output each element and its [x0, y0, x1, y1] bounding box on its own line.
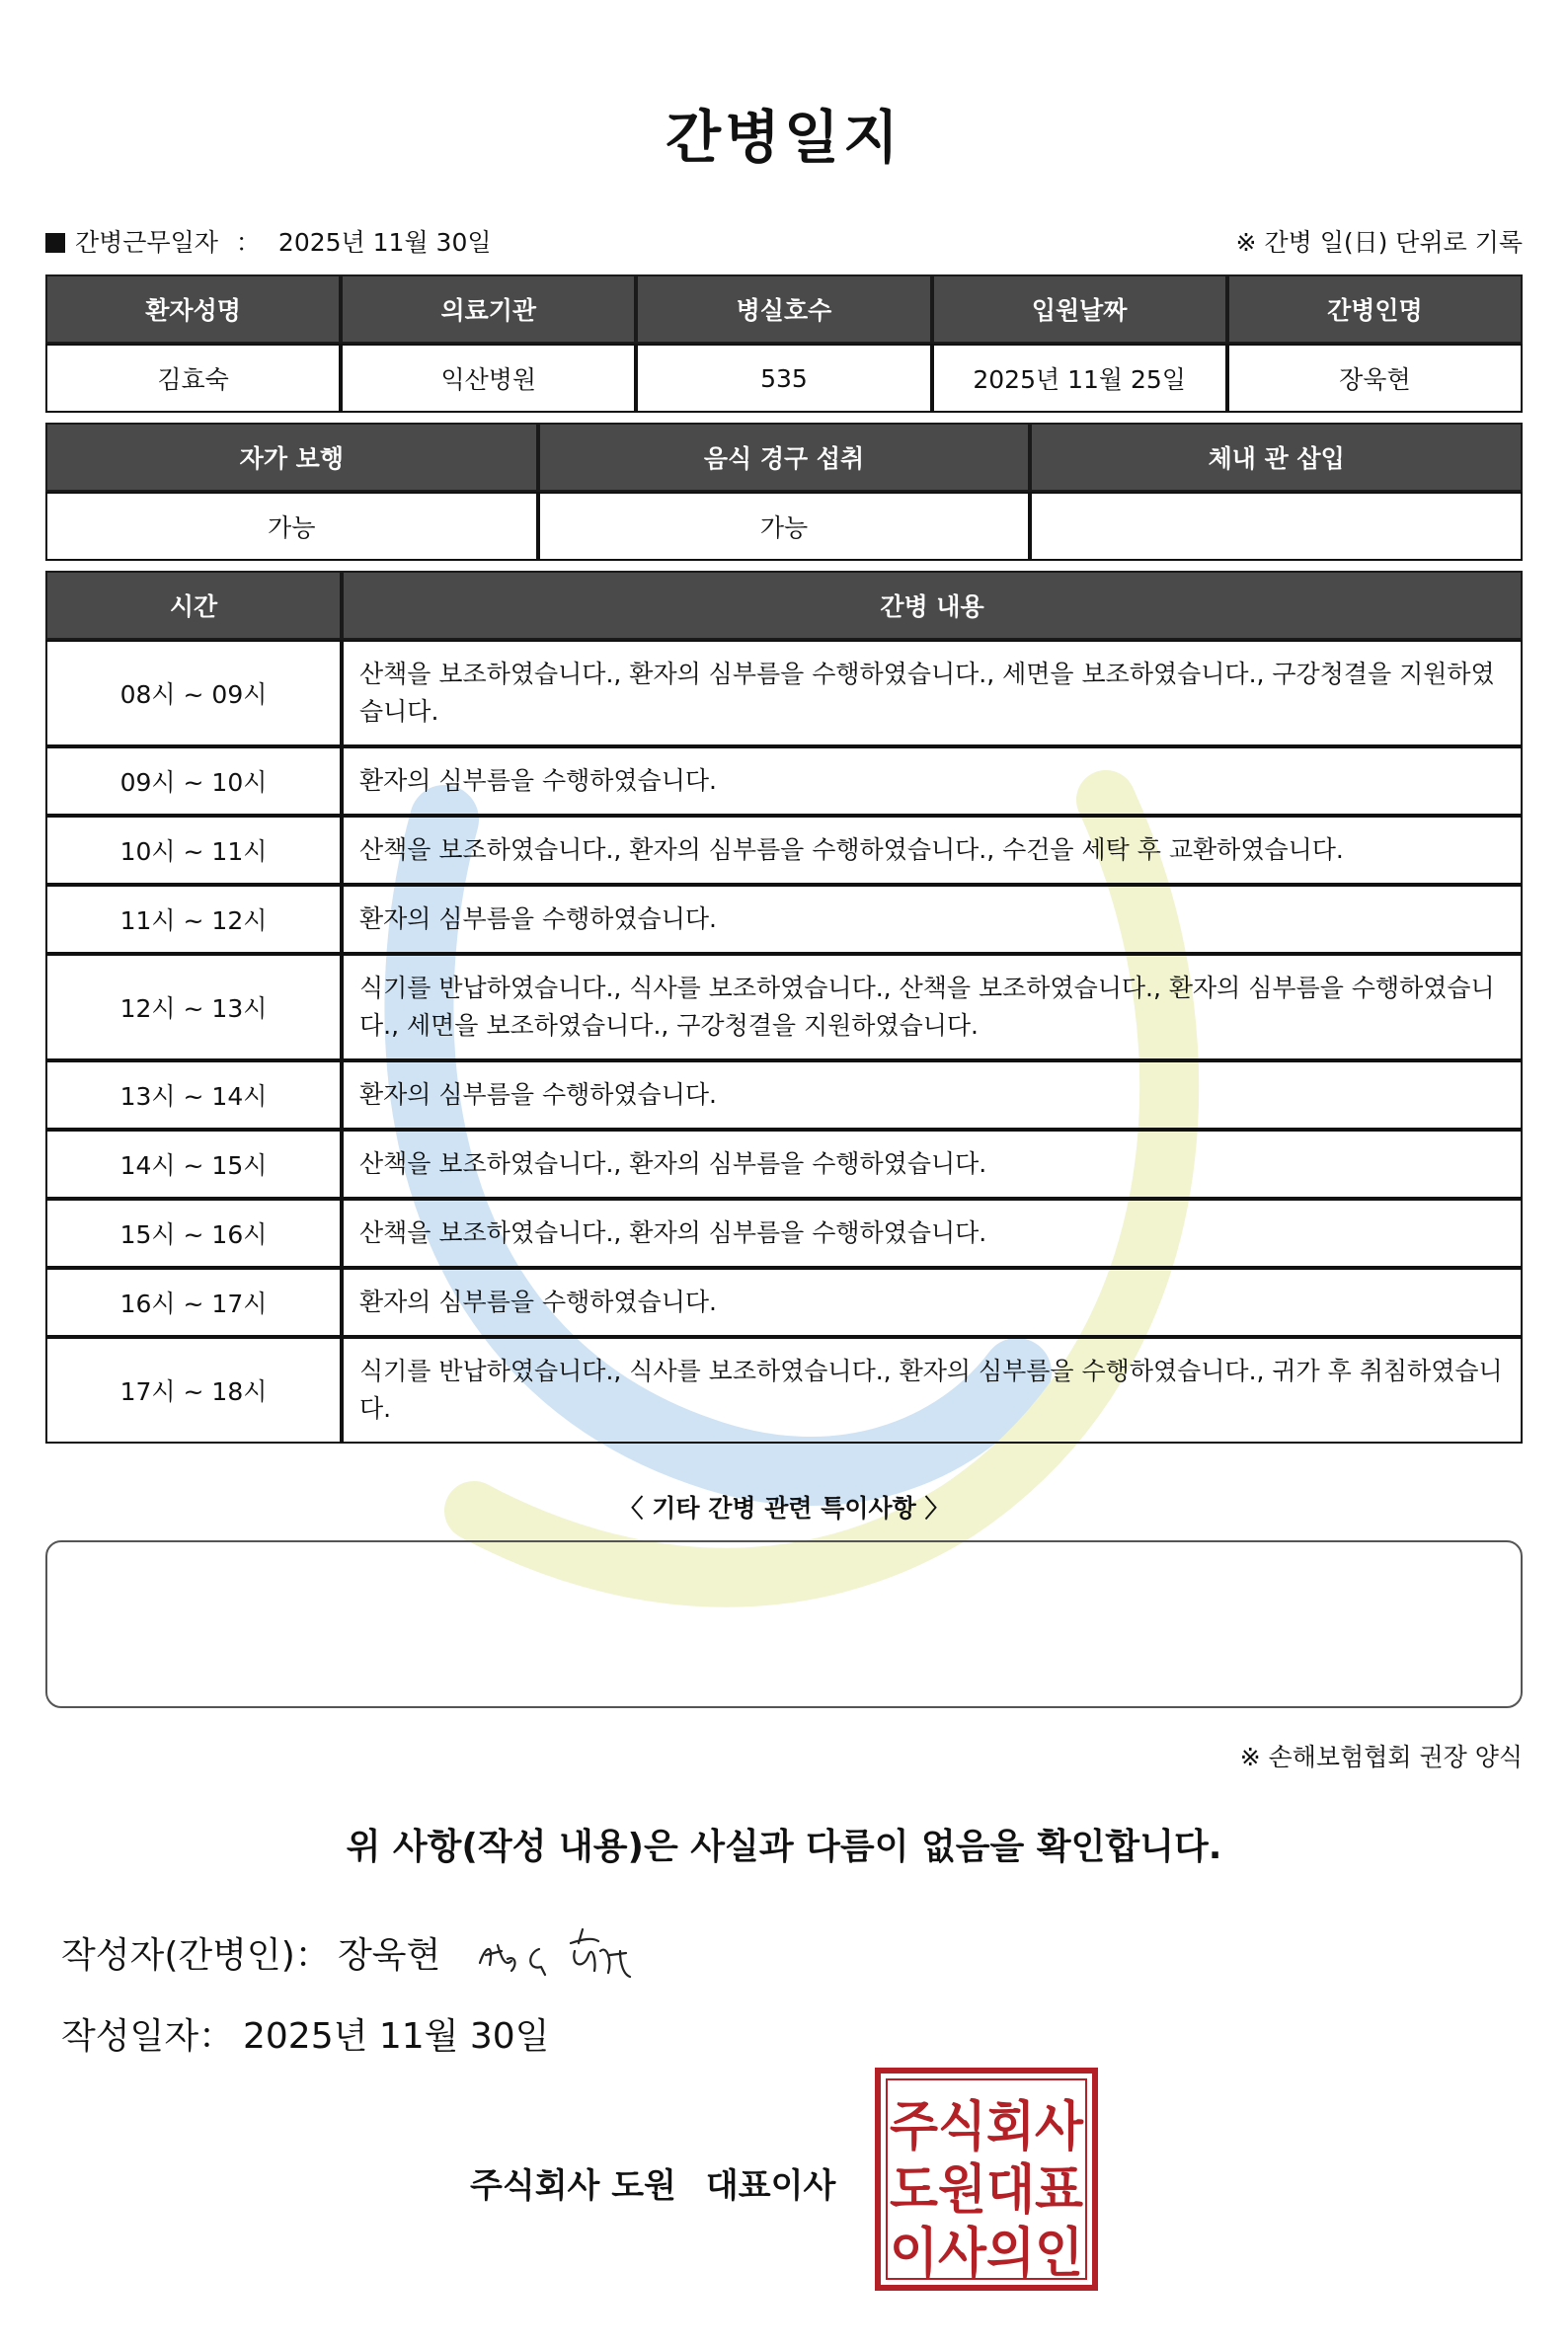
header-oral-intake: 음식 경구 섭취 [538, 423, 1031, 492]
log-time: 09시 ~ 10시 [45, 746, 342, 816]
work-date-line [45, 223, 1523, 259]
header-admission-date: 입원날짜 [932, 274, 1227, 344]
write-date-label: 작성일자： [61, 2016, 235, 2057]
caregiver-name: 장욱현 [1227, 344, 1523, 413]
log-content: 식기를 반납하였습니다., 식사를 보조하였습니다., 환자의 심부름을 수행하였습니다., 귀가 후 취침하였습니다. [342, 1337, 1523, 1444]
header-time: 시간 [45, 571, 342, 640]
table-row [45, 1130, 1523, 1199]
header-self-walking: 자가 보행 [45, 423, 538, 492]
table-header-row [45, 423, 1523, 492]
work-date [45, 223, 492, 259]
header-care-content: 간병 내용 [342, 571, 1523, 640]
table-row [45, 746, 1523, 816]
work-date-value: 2025년 11월 30일 [277, 228, 492, 257]
confirmation-statement: 위 사항(작성 내용)은 사실과 다름이 없음을 확인합니다. [346, 1827, 1222, 1867]
special-notes-box [45, 1540, 1523, 1708]
header-room-number: 병실호수 [636, 274, 931, 344]
company-seal [875, 2068, 1098, 2291]
log-content: 산책을 보조하였습니다., 환자의 심부름을 수행하였습니다. [342, 1130, 1523, 1199]
hospital: 익산병원 [341, 344, 636, 413]
writer-name: 장욱현 [338, 1935, 441, 1976]
special-notes-title: 〈 기타 간병 관련 특이사항 〉 [618, 1494, 950, 1523]
log-content: 산책을 보조하였습니다., 환자의 심부름을 수행하였습니다., 수건을 세탁 후 교환하였습니다. [342, 816, 1523, 885]
log-time: 14시 ~ 15시 [45, 1130, 342, 1199]
log-content: 식기를 반납하였습니다., 식사를 보조하였습니다., 산책을 보조하였습니다., 환자의 심부름을 수행하였습니다., 세면을 보조하였습니다., 구강청결을 지원하였습니다. [342, 954, 1523, 1060]
seal-line-2: 도원대표 [890, 2158, 1083, 2221]
record-unit-note: ※ 간병 일(日) 단위로 기록 [1235, 228, 1523, 257]
square-bullet-icon [45, 233, 65, 253]
patient-info-table [45, 274, 1523, 413]
care-log-table [45, 571, 1523, 1444]
table-row [45, 1060, 1523, 1130]
patient-status-table [45, 423, 1523, 561]
log-time: 11시 ~ 12시 [45, 885, 342, 954]
work-date-label: 간병근무일자 [75, 228, 218, 257]
header-caregiver-name: 간병인명 [1227, 274, 1523, 344]
write-date-line [61, 2008, 549, 2059]
log-content: 산책을 보조하였습니다., 환자의 심부름을 수행하였습니다., 세면을 보조하였습니다., 구강청결을 지원하였습니다. [342, 640, 1523, 746]
table-header-row [45, 571, 1523, 640]
work-date-separator: ： [235, 228, 261, 257]
table-row [45, 885, 1523, 954]
table-row [45, 492, 1523, 561]
header-hospital: 의료기관 [341, 274, 636, 344]
log-content: 환자의 심부름을 수행하였습니다. [342, 746, 1523, 816]
writer-line [61, 1927, 440, 1978]
admission-date: 2025년 11월 25일 [932, 344, 1227, 413]
write-date-value: 2025년 11월 30일 [243, 2016, 550, 2057]
log-content: 환자의 심부름을 수행하였습니다. [342, 1060, 1523, 1130]
log-content: 환자의 심부름을 수행하였습니다. [342, 885, 1523, 954]
log-time: 10시 ~ 11시 [45, 816, 342, 885]
log-time: 15시 ~ 16시 [45, 1199, 342, 1268]
table-header-row [45, 274, 1523, 344]
log-time: 17시 ~ 18시 [45, 1337, 342, 1444]
log-time: 13시 ~ 14시 [45, 1060, 342, 1130]
writer-label: 작성자(간병인)： [61, 1935, 331, 1976]
table-row [45, 344, 1523, 413]
log-content: 환자의 심부름을 수행하였습니다. [342, 1268, 1523, 1337]
log-time: 12시 ~ 13시 [45, 954, 342, 1060]
table-row [45, 1337, 1523, 1444]
table-row [45, 954, 1523, 1060]
oral-intake: 가능 [538, 492, 1031, 561]
log-time: 16시 ~ 17시 [45, 1268, 342, 1337]
patient-name: 김효숙 [45, 344, 341, 413]
seal-line-3: 이사의인 [890, 2222, 1083, 2284]
company-role: 대표이사 [705, 2166, 836, 2206]
self-walking: 가능 [45, 492, 538, 561]
table-row [45, 640, 1523, 746]
association-form-note: ※ 손해보험협회 권장 양식 [1239, 1743, 1523, 1771]
room-number: 535 [636, 344, 931, 413]
tube-insertion [1030, 492, 1523, 561]
table-row [45, 1199, 1523, 1268]
table-row [45, 1268, 1523, 1337]
header-patient-name: 환자성명 [45, 274, 341, 344]
document-title: 간병일지 [665, 104, 903, 171]
company-line [470, 2158, 835, 2207]
seal-line-1: 주식회사 [890, 2095, 1084, 2157]
handwritten-signature [472, 1916, 640, 1995]
company-name: 주식회사 도원 [470, 2166, 676, 2206]
table-row [45, 816, 1523, 885]
header-tube-insertion: 체내 관 삽입 [1030, 423, 1523, 492]
log-content: 산책을 보조하였습니다., 환자의 심부름을 수행하였습니다. [342, 1199, 1523, 1268]
log-time: 08시 ~ 09시 [45, 640, 342, 746]
